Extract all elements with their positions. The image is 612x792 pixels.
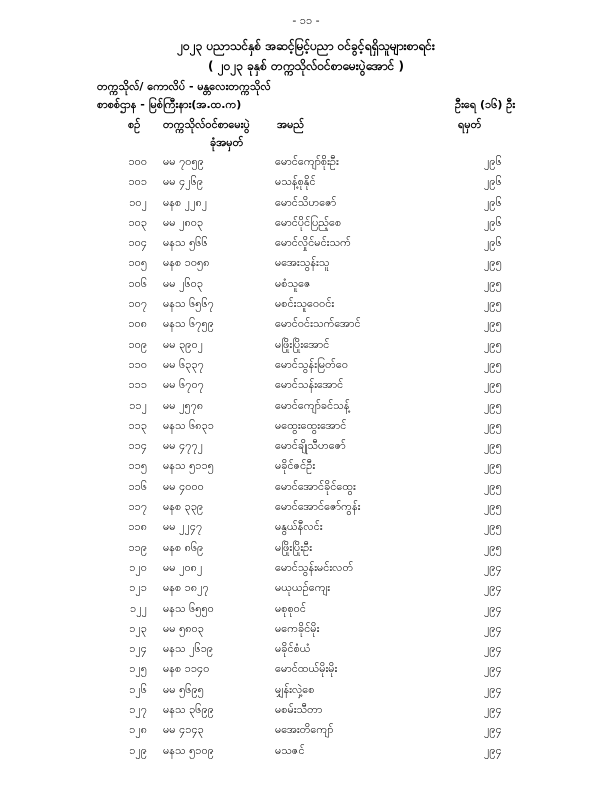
student-name: မောင်အောင်ဇော်ကွန်း bbox=[275, 500, 361, 514]
score: ၂၉၄ bbox=[484, 601, 502, 615]
table-row bbox=[0, 399, 612, 419]
roll-number: မမ ၄၇၇၂ bbox=[163, 439, 204, 453]
table-row bbox=[0, 419, 612, 439]
score: ၂၉၅ bbox=[484, 540, 502, 554]
table-row bbox=[0, 480, 612, 500]
row-number: ၁၀၁ bbox=[128, 175, 147, 189]
score: ၂၉၅ bbox=[484, 439, 502, 453]
row-number: ၁၀၂ bbox=[129, 195, 147, 209]
roll-number: မနစ ၃၃၉ bbox=[163, 500, 204, 514]
roll-number: မနသ ၆၅၆၇ bbox=[163, 297, 214, 311]
table-row bbox=[0, 317, 612, 337]
roll-number: မမ ၇၀၅၉ bbox=[163, 155, 204, 168]
column-header-name: အမည် bbox=[277, 118, 305, 131]
row-number: ၁၀၄ bbox=[128, 236, 147, 250]
roll-number: မနစ ၂၂၈၂ bbox=[163, 195, 208, 209]
score: ၂၉၅ bbox=[484, 500, 502, 514]
row-number: ၁၂၂ bbox=[130, 601, 147, 615]
page-number: - ၁၁ - bbox=[292, 14, 320, 27]
student-name: မကေခိုင်မိုး bbox=[275, 621, 320, 635]
student-name: မောင်လှိုင်မင်းသက် bbox=[275, 236, 351, 250]
row-number: ၁၂၉ bbox=[129, 743, 147, 757]
row-number: ၁၀၈ bbox=[128, 317, 147, 331]
row-number: ၁၁၅ bbox=[128, 459, 147, 473]
row-number: ၁၁၂ bbox=[129, 398, 147, 412]
roll-number: မမ ၆၃၃၇ bbox=[163, 357, 204, 371]
student-name: မောင်သန်းအောင် bbox=[275, 378, 344, 392]
student-name: မယုယဉ်ကျေး bbox=[275, 581, 331, 595]
student-name: မျှန်းလှဲ့စေ bbox=[275, 682, 315, 696]
student-name: မဖြိုးပြိုးအောင် bbox=[275, 337, 330, 351]
student-name: မောင်သွန်းမြတ်ဝေ bbox=[275, 357, 348, 371]
document-title: ၂၀၂၃ ပညာသင်နှစ် အဆင့်မြင့်ပညာ ဝင်ခွင့်ရရှိသူများစာရင်း bbox=[177, 39, 435, 53]
row-number: ၁၁၀ bbox=[128, 357, 147, 371]
student-name: မောင်သိဟဇော် bbox=[275, 195, 337, 209]
table-row bbox=[0, 175, 612, 195]
student-name: မောင်ချိုသီဟဇော် bbox=[275, 439, 346, 453]
student-name: မစင်းသူဝေဝင်း bbox=[275, 297, 335, 311]
table-row bbox=[0, 500, 612, 520]
table-row bbox=[0, 541, 612, 561]
roll-number: မမ ၂၈၀၃ bbox=[163, 215, 204, 229]
table-row bbox=[0, 703, 612, 723]
table-row bbox=[0, 236, 612, 256]
score: ၂၉၄ bbox=[484, 703, 502, 717]
table-row bbox=[0, 744, 612, 764]
student-name: မောင်ထယ်မိုးမိုး bbox=[275, 662, 338, 676]
roll-number: မနသ ၆၇၅၉ bbox=[163, 317, 214, 331]
table-row bbox=[0, 662, 612, 682]
table-row bbox=[0, 459, 612, 479]
score: ၂၉၆ bbox=[484, 215, 502, 229]
student-name: မစံသူဇေ bbox=[275, 276, 311, 290]
student-name: မစုစုဝင် bbox=[275, 601, 306, 615]
score: ၂၉၅ bbox=[484, 520, 502, 534]
row-number: ၁၁၄ bbox=[128, 439, 147, 453]
roll-number: မမ ၃၉၀၂ bbox=[163, 337, 204, 351]
roll-number: မနသ ၅၁၀၉ bbox=[163, 743, 214, 757]
table-row bbox=[0, 378, 612, 398]
row-number: ၁၀၇ bbox=[128, 297, 147, 311]
student-name: မောင်ဝင်းသက်အောင် bbox=[275, 317, 361, 331]
student-name: မအေးတိကျော် bbox=[275, 723, 334, 737]
student-name: မသဇင် bbox=[275, 743, 305, 757]
score: ၂၉၆ bbox=[484, 195, 502, 209]
student-name: မောင်သွန်းမင်းလတ် bbox=[275, 560, 354, 574]
roll-number: မနစ ၁၁၄၀ bbox=[163, 662, 210, 676]
student-name: မခိုင်ဇင်ဦး bbox=[275, 459, 316, 473]
table-row bbox=[0, 277, 612, 297]
results-table bbox=[0, 155, 612, 764]
column-header-roll-line2: ခုံအမှတ် bbox=[210, 136, 244, 149]
score: ၂၉၅ bbox=[484, 459, 502, 473]
roll-number: မနသ ၅၆၆ bbox=[163, 236, 208, 250]
table-row bbox=[0, 622, 612, 642]
roll-number: မမ ၂၂၄၇ bbox=[163, 520, 203, 534]
row-number: ၁၂၅ bbox=[129, 662, 147, 676]
row-number: ၁၀၃ bbox=[128, 215, 147, 229]
student-name: မဖြိုးပြိုးဦး bbox=[275, 540, 313, 554]
score: ၂၉၅ bbox=[484, 357, 502, 371]
roll-number: မနသ ၆၈၃၁ bbox=[163, 418, 214, 432]
table-row bbox=[0, 581, 612, 601]
table-row bbox=[0, 256, 612, 276]
student-name: မနွယ်နီလင်း bbox=[275, 520, 323, 534]
table-row bbox=[0, 642, 612, 662]
score: ၂၉၄ bbox=[484, 723, 502, 737]
roll-number: မမ ၄၀၀၀ bbox=[163, 479, 204, 493]
row-number: ၁၀၀ bbox=[128, 155, 147, 168]
roll-number: မမ ၅၆၉၅ bbox=[163, 682, 204, 696]
row-number: ၁၀၉ bbox=[128, 337, 147, 351]
row-number: ၁၂၄ bbox=[129, 642, 147, 656]
table-row bbox=[0, 297, 612, 317]
column-header-no: စဉ် bbox=[128, 118, 141, 131]
score: ၂၉၅ bbox=[484, 337, 502, 351]
score: ၂၉၅ bbox=[484, 418, 502, 432]
score: ၂၉၅ bbox=[484, 317, 502, 331]
student-name: မစမ်းသီတာ bbox=[275, 703, 323, 717]
document-subtitle: ( ၂၀၂၃ ခုနှစ် တက္ကသိုလ်ဝင်စာမေးပွဲအောင် ) bbox=[208, 59, 404, 73]
score: ၂၉၄ bbox=[484, 682, 502, 696]
score: ၂၉၄ bbox=[484, 662, 502, 676]
student-name: မောင်ကျော်ခင်သန့် bbox=[275, 398, 350, 412]
table-row bbox=[0, 439, 612, 459]
table-row bbox=[0, 520, 612, 540]
row-number: ၁၂၁ bbox=[129, 581, 147, 595]
exam-center-line: စာစစ်ဌာန - မြစ်ကြီးနား(အ.ထ.က) bbox=[97, 98, 242, 111]
table-row bbox=[0, 723, 612, 743]
score: ၂၉၄ bbox=[484, 621, 502, 635]
score: ၂၉၅ bbox=[484, 256, 502, 270]
roll-number: မနသ ၂၆၁၉ bbox=[163, 642, 214, 656]
roll-number: မမ ၄၁၄၃ bbox=[163, 723, 204, 737]
score: ၂၉၄ bbox=[484, 743, 502, 757]
table-row bbox=[0, 602, 612, 622]
score: ၂၉၅ bbox=[484, 378, 502, 392]
column-header-mark: ရမှတ် bbox=[458, 118, 482, 131]
row-number: ၁၁၉ bbox=[128, 540, 147, 554]
row-number: ၁၁၆ bbox=[128, 479, 147, 493]
row-number: ၁၂၈ bbox=[129, 723, 147, 737]
table-row bbox=[0, 683, 612, 703]
row-number: ၁၁၃ bbox=[128, 418, 147, 432]
roll-number: မမ ၂၆၀၃ bbox=[163, 276, 204, 290]
roll-number: မမ ၄၂၆၉ bbox=[163, 175, 204, 189]
score: ၂၉၅ bbox=[484, 276, 502, 290]
table-row bbox=[0, 561, 612, 581]
row-number: ၁၂၀ bbox=[129, 560, 147, 574]
row-number: ၁၁၈ bbox=[128, 520, 147, 534]
score: ၂၉၄ bbox=[484, 560, 502, 574]
roll-number: မနစ ၁၀၅၈ bbox=[163, 256, 210, 270]
score: ၂၉၄ bbox=[484, 581, 502, 595]
score: ၂၉၆ bbox=[484, 155, 502, 168]
table-row bbox=[0, 155, 612, 175]
count-heading: ဦးရေ (၁၆) ဦး bbox=[455, 98, 516, 111]
score: ၂၉၆ bbox=[484, 236, 502, 250]
score: ၂၉၅ bbox=[484, 297, 502, 311]
student-name: မသန့်စုနိုင် bbox=[275, 175, 316, 189]
column-header-roll: တက္ကသိုလ်ဝင်စာမေးပွဲ bbox=[163, 118, 250, 131]
row-number: ၁၂၇ bbox=[129, 703, 147, 717]
roll-number: မနစ ၁၈၂၇ bbox=[163, 581, 209, 595]
table-row bbox=[0, 338, 612, 358]
table-row bbox=[0, 216, 612, 236]
roll-number: မမ ၂၀၈၂ bbox=[163, 560, 203, 574]
university-line: တက္ကသိုလ်/ ကောလိပ် - မန္တလေးတက္ကသိုလ် bbox=[97, 80, 271, 93]
roll-number: မမ ၆၇၀၇ bbox=[163, 378, 204, 392]
row-number: ၁၁၇ bbox=[128, 500, 147, 514]
row-number: ၁၀၅ bbox=[128, 256, 147, 270]
score: ၂၉၅ bbox=[484, 479, 502, 493]
score: ၂၉၄ bbox=[484, 642, 502, 656]
table-row bbox=[0, 196, 612, 216]
row-number: ၁၁၁ bbox=[128, 378, 147, 392]
student-name: မထွေးထွေးအောင် bbox=[275, 418, 347, 432]
student-name: မခိုင်စံယံ bbox=[275, 642, 311, 656]
row-number: ၁၂၃ bbox=[129, 621, 147, 635]
student-name: မောင်ပိုင်ပြည့်စေ bbox=[275, 215, 342, 229]
student-name: မောင်အောင်ခိုင်ထွေး bbox=[275, 479, 356, 493]
row-number: ၁၂၆ bbox=[129, 682, 147, 696]
table-row bbox=[0, 358, 612, 378]
student-name: မောင်ကျော်စိုးဦး bbox=[275, 155, 339, 168]
roll-number: မနသ ၅၁၁၅ bbox=[163, 459, 214, 473]
student-name: မအေးသွန်းသူ bbox=[275, 256, 330, 270]
score: ၂၉၆ bbox=[484, 175, 502, 189]
roll-number: မမ ၅၈၀၃ bbox=[163, 621, 204, 635]
roll-number: မနစ ၈၆၉ bbox=[163, 540, 204, 554]
score: ၂၉၅ bbox=[484, 398, 502, 412]
roll-number: မနသ ၃၆၉၉ bbox=[163, 703, 214, 717]
row-number: ၁၀၆ bbox=[128, 276, 147, 290]
roll-number: မမ ၂၅၇၈ bbox=[163, 398, 204, 412]
roll-number: မနသ ၆၅၅၀ bbox=[163, 601, 214, 615]
